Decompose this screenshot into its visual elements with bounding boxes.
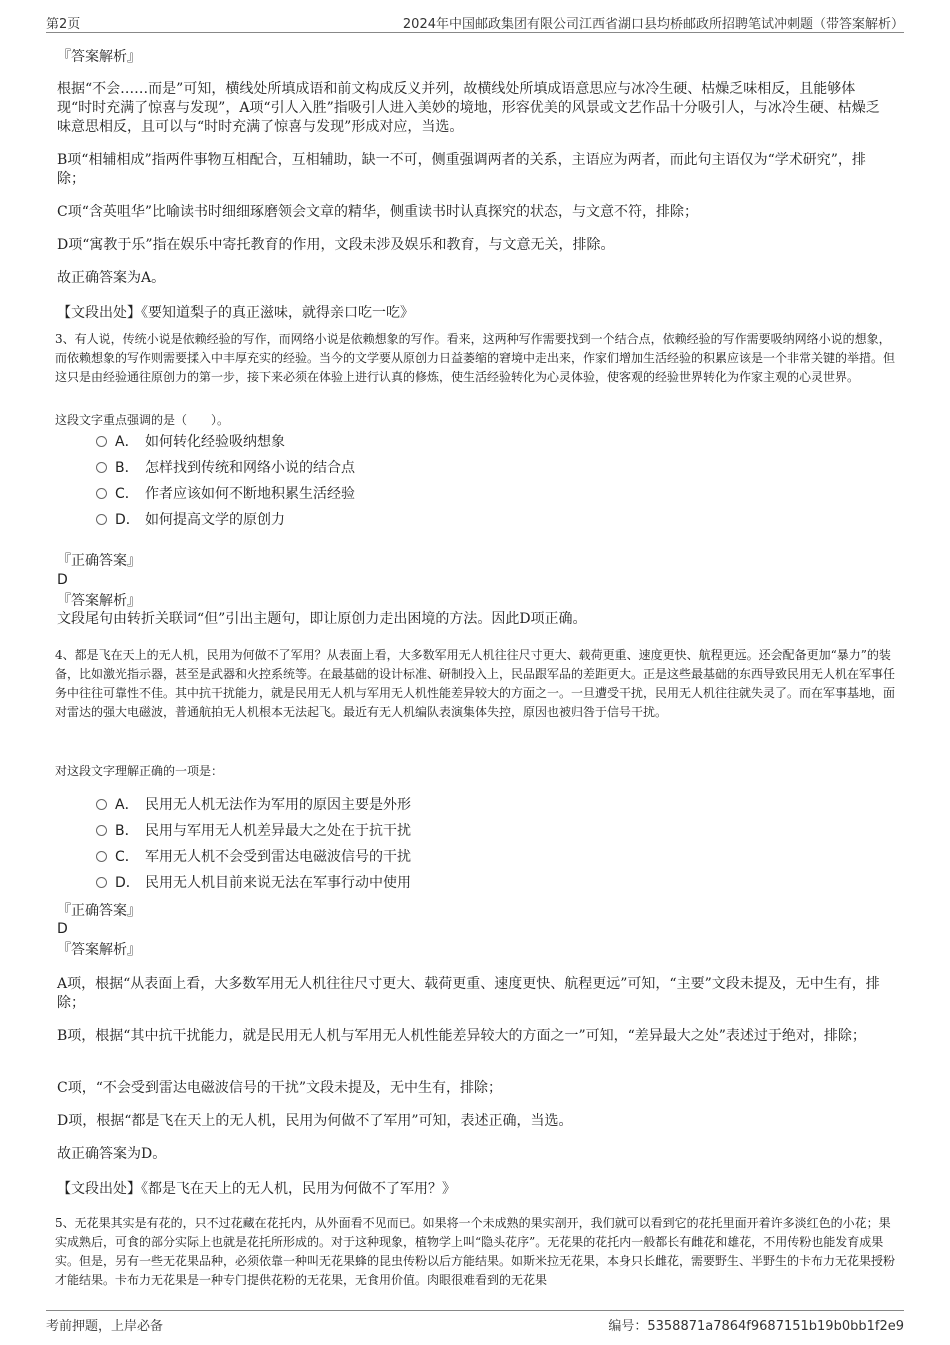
q4-analysis-b: B项，根据“其中抗干扰能力，就是民用无人机与军用无人机性能差异较大的方面之一”可知，“差异最大之处”表述过于绝对，排除； bbox=[57, 1028, 866, 1044]
q2-analysis-p1: 根据“不会……而是”可知，横线处所填成语和前文构成反义并列，故横线处所填成语意思应与冰冷生硬、枯燥乏味相反，且能够体现“时时充满了惊喜与发现”，A项“引人入胜”指吸引人进入美妙的境地，形容优美的风景或文艺作品十分吸引人，与冰冷生硬、枯燥乏味意思相反，且可以与“时时充满了惊喜与发现”形成对应，当选。 bbox=[57, 81, 880, 135]
q2-analysis-p3: C项“含英咀华”比喻读书时细细琢磨领会文章的精华，侧重读书时认真探究的状态，与文意不符，排除； bbox=[57, 204, 699, 220]
page-header bbox=[46, 10, 904, 33]
q4-analysis-a: A项，根据“从表面上看，大多数军用无人机往往尺寸更大、载荷更重、速度更快、航程更远”可知，“主要”文段未提及，无中生有，排除； bbox=[57, 976, 880, 1011]
q3-option-b[interactable]: B． 怎样找到传统和网络小说的结合点 bbox=[96, 458, 355, 478]
q3-option-c[interactable]: C． 作者应该如何不断地积累生活经验 bbox=[96, 484, 355, 504]
q4-stem: 4、都是飞在天上的无人机，民用为何做不了军用？从表面上看，大多数军用无人机往往尺寸更大、载荷更重、速度更快、航程更远。还会配备更加“暴力”的装备，比如激光指示器，甚至是武器和火控系统等。在最基础的设计标准、研制投入上，民品跟军品的差距更大。正是这些最基础的东西导致民用无人机在军事任务中往往可靠性不佳。其中抗干扰能力，就是民用无人机与军用无人机性能差异较大的方面之一。一旦遭受干扰，民用无人机往往就失灵了。而在军事基地，面对雷达的强大电磁波，普通航拍无人机根本无法起飞。最近有无人机编队表演集体失控，原因也被归咎于信号干扰。 bbox=[55, 648, 896, 719]
q4-option-d[interactable]: D． 民用无人机目前来说无法在军事行动中使用 bbox=[96, 873, 411, 893]
radio-icon[interactable] bbox=[96, 877, 107, 888]
q5-stem: 5、无花果其实是有花的，只不过花藏在花托内，从外面看不见而已。如果将一个未成熟的果实剖开，我们就可以看到它的花托里面开着许多淡红色的小花；果实成熟后，可食的部分实际上也就是花托所形成的。对于这种现象，植物学上叫“隐头花序”。无花果的花托内一般都长有雌花和雄花，不用传粉也能发育成果实。但是，另有一些无花果品种，必须依靠一种叫无花果蜂的昆虫传粉以后方能结果。如斯米拉无花果，本身只长雌花，需要野生、半野生的卡布力无花果授粉才能结果。卡布力无花果是一种专门提供花粉的无花果，无食用价值。肉眼很难看到的无花果 bbox=[55, 1216, 896, 1287]
q4-option-b[interactable]: B． 民用与军用无人机差异最大之处在于抗干扰 bbox=[96, 821, 411, 841]
q4-option-a[interactable]: A． 民用无人机无法作为军用的原因主要是外形 bbox=[96, 795, 411, 815]
q2-source: 【文段出处】《要知道梨子的真正滋味，就得亲口吃一吃》 bbox=[57, 305, 414, 321]
page-number: 第2页 bbox=[46, 17, 81, 32]
q4-question: 对这段文字理解正确的一项是： bbox=[55, 764, 224, 778]
document-code: 编号：5358871a7864f9687151b19b0bb1f2e9 bbox=[608, 1319, 904, 1334]
page-footer bbox=[46, 1310, 904, 1333]
q4-answer-label: 『正确答案』 bbox=[57, 903, 141, 919]
q3-answer: D bbox=[57, 572, 68, 588]
q4-analysis-label: 『答案解析』 bbox=[57, 942, 141, 958]
radio-icon[interactable] bbox=[96, 488, 107, 499]
q4-analysis-d: D项，根据“都是飞在天上的无人机，民用为何做不了军用”可知，表述正确，当选。 bbox=[57, 1113, 573, 1129]
q3-option-a[interactable]: A． 如何转化经验吸纳想象 bbox=[96, 432, 285, 452]
q3-stem: 3、有人说，传统小说是依赖经验的写作，而网络小说是依赖想象的写作。看来，这两种写作需要找到一个结合点，依赖经验的写作需要吸纳网络小说的想象，而依赖想象的写作则需要揉入中丰厚充实的经验。当今的文学要从原创力日益萎缩的窘境中走出来，作家们增加生活经验的积累应该是一个非常关键的举措。但这只是由经验通往原创力的第一步，接下来必须在体验上进行认真的修炼，使生活经验转化为心灵体验，使客观的经验世界转化为作家主观的心灵世界。 bbox=[55, 332, 896, 384]
radio-icon[interactable] bbox=[96, 462, 107, 473]
q2-answer-summary: 故正确答案为A。 bbox=[57, 270, 166, 286]
q4-answer: D bbox=[57, 921, 68, 937]
q3-question: 这段文字重点强调的是（ ）。 bbox=[55, 413, 230, 427]
footer-slogan: 考前押题，上岸必备 bbox=[46, 1319, 164, 1334]
q2-analysis-p2: B项“相辅相成”指两件事物互相配合，互相辅助，缺一不可，侧重强调两者的关系，主语应为两者，而此句主语仅为“学术研究”，排除； bbox=[57, 152, 866, 187]
radio-icon[interactable] bbox=[96, 436, 107, 447]
radio-icon[interactable] bbox=[96, 825, 107, 836]
radio-icon[interactable] bbox=[96, 514, 107, 525]
q4-answer-summary: 故正确答案为D。 bbox=[57, 1146, 167, 1162]
q3-option-d[interactable]: D． 如何提高文学的原创力 bbox=[96, 510, 285, 530]
q2-analysis-label: 『答案解析』 bbox=[57, 49, 141, 65]
q3-analysis-label: 『答案解析』 bbox=[57, 593, 141, 609]
q2-analysis-p4: D项“寓教于乐”指在娱乐中寄托教育的作用，文段未涉及娱乐和教育，与文意无关，排除。 bbox=[57, 237, 615, 253]
q3-analysis: 文段尾句由转折关联词“但”引出主题句，即让原创力走出困境的方法。因此D项正确。 bbox=[57, 611, 587, 627]
radio-icon[interactable] bbox=[96, 799, 107, 810]
q4-source: 【文段出处】《都是飞在天上的无人机，民用为何做不了军用？》 bbox=[57, 1181, 456, 1197]
radio-icon[interactable] bbox=[96, 851, 107, 862]
document-title: 2024年中国邮政集团有限公司江西省湖口县均桥邮政所招聘笔试冲刺题（带答案解析） bbox=[402, 17, 904, 32]
q4-option-c[interactable]: C． 军用无人机不会受到雷达电磁波信号的干扰 bbox=[96, 847, 411, 867]
q4-analysis-c: C项，“不会受到雷达电磁波信号的干扰”文段未提及，无中生有，排除； bbox=[57, 1080, 503, 1096]
q3-answer-label: 『正确答案』 bbox=[57, 553, 141, 569]
